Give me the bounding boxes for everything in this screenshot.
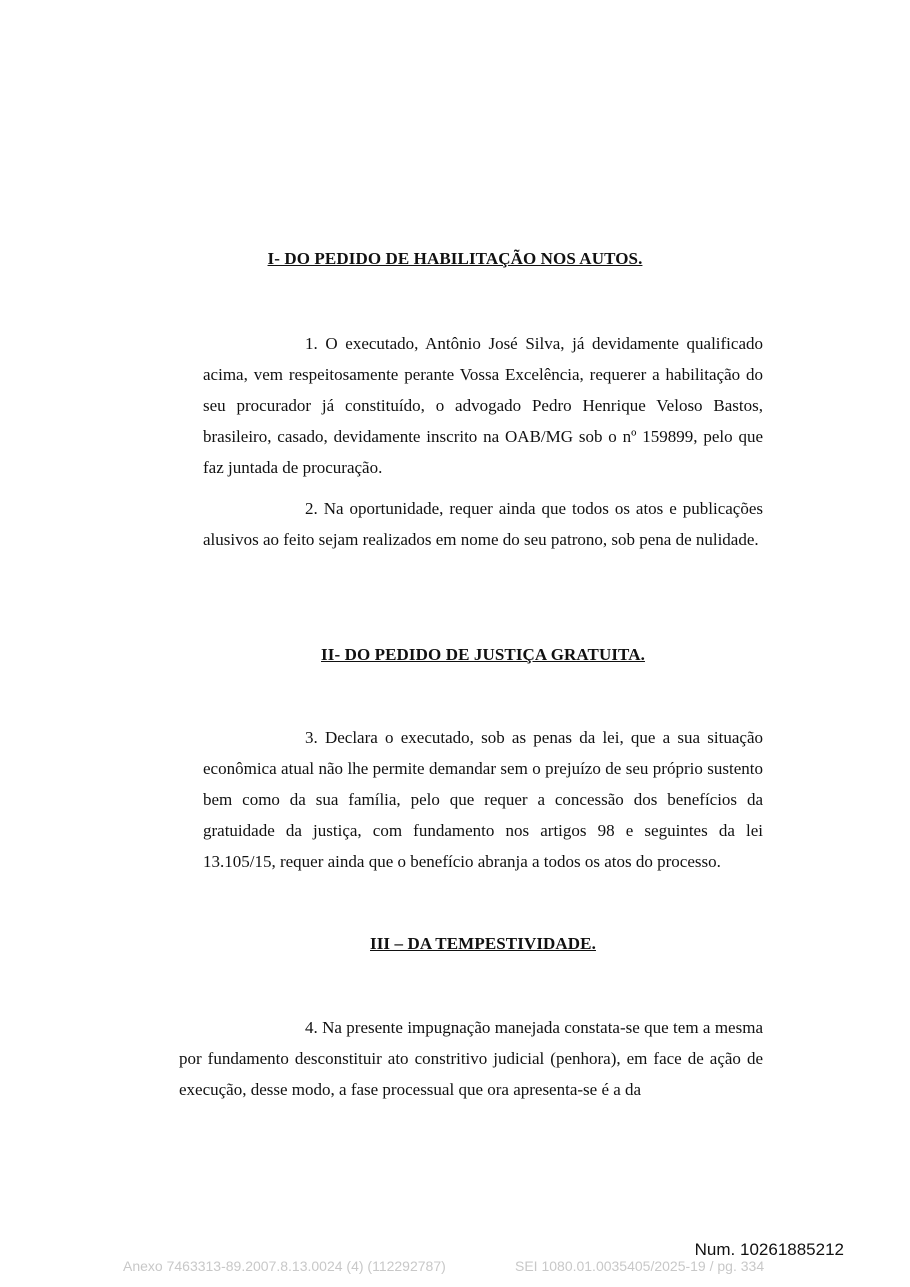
section-heading-tempestividade: III – DA TEMPESTIVIDADE.: [370, 934, 596, 953]
footer-sei-page: SEI 1080.01.0035405/2025-19 / pg. 334: [515, 1258, 765, 1274]
paragraph-1: 1. O executado, Antônio José Silva, já devidamente qualificado acima, vem respeitosamente perante Vossa Excelência, requerer a habilitação do seu procurador já constituído, o advogado Pedro Henrique Veloso Bastos, brasileiro, casado, devidamente inscrito na OAB/MG sob o nº 159899, pelo que faz juntada de procuração.: [203, 334, 763, 477]
section-heading-justica-gratuita: II- DO PEDIDO DE JUSTIÇA GRATUITA.: [321, 645, 645, 664]
paragraph-4: 4. Na presente impugnação manejada constata-se que tem a mesma por fundamento desconstituir ato constritivo judicial (penhora), em face de ação de execução, desse modo, a fase processual que ora apresenta-se é a da: [179, 1018, 763, 1099]
paragraph-3: 3. Declara o executado, sob as penas da lei, que a sua situação econômica atual não lhe permite demandar sem o prejuízo de seu próprio sustento bem como da sua família, pelo que requer a concessão dos benefícios da gratuidade da justiça, com fundamento nos artigos 98 e seguintes da lei 13.105/15, requer ainda que o benefício abranja a todos os atos do processo.: [203, 728, 763, 871]
paragraph-2: 2. Na oportunidade, requer ainda que todos os atos e publicações alusivos ao feito sejam realizados em nome do seu patrono, sob pena de nulidade.: [203, 499, 763, 549]
footer-annex: Anexo 7463313-89.2007.8.13.0024 (4) (112292787): [123, 1258, 446, 1274]
document-number: Num. 10261885212: [694, 1240, 844, 1259]
section-heading-habilitacao: I- DO PEDIDO DE HABILITAÇÃO NOS AUTOS.: [267, 249, 643, 268]
